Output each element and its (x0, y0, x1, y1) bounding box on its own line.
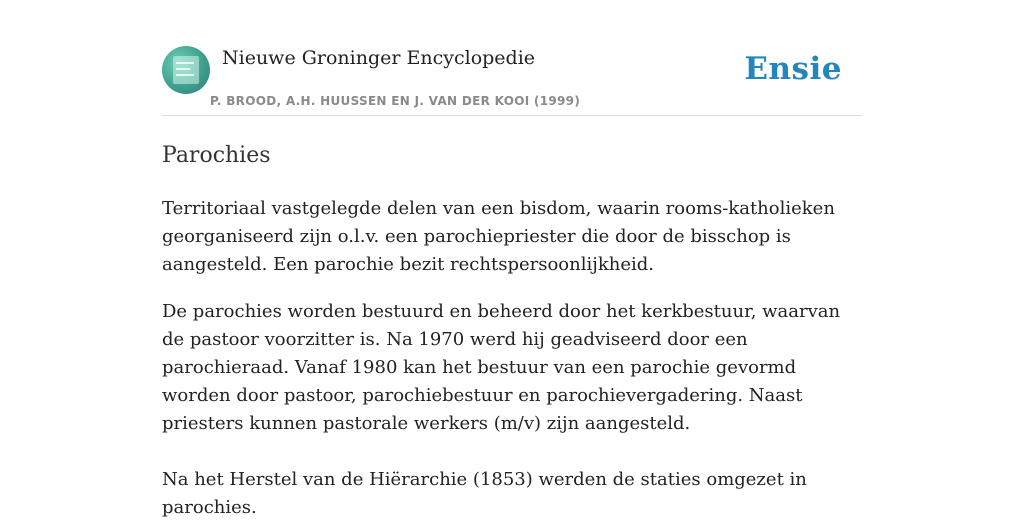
source-authors: P. BROOD, A.H. HUUSSEN EN J. VAN DER KOOI (1999) (210, 94, 581, 108)
encyclopedia-book-icon[interactable] (162, 46, 210, 94)
paragraph: De parochies worden bestuurd en beheerd door het kerkbestuur, waarvan de pastoor voorzitter is. Na 1970 werd hij geadviseerd door een parochieraad. Vanaf 1980 kan het bestuur van een parochie gevormd worden door pastoor, parochiebestuur en parochievergadering. Naast priesters kunnen pastorale werkers (m/v) zijn aangesteld. (162, 301, 841, 434)
brand-logo[interactable]: Ensie (744, 51, 842, 87)
source-title[interactable]: Nieuwe Groninger Encyclopedie (222, 47, 536, 69)
paragraph: Na het Herstel van de Hiërarchie (1853) werden de staties omgezet in parochies. (162, 469, 807, 518)
entry-body (162, 195, 862, 522)
entry-header (162, 40, 862, 116)
entry-card (162, 40, 862, 522)
page-title: Parochies (162, 143, 271, 168)
paragraph: Territoriaal vastgelegde delen van een bisdom, waarin rooms-katholieken georganiseerd zijn o.l.v. een parochiepriester die door de bisschop is aangesteld. Een parochie bezit rechtspersoonlijkheid. (162, 198, 835, 275)
